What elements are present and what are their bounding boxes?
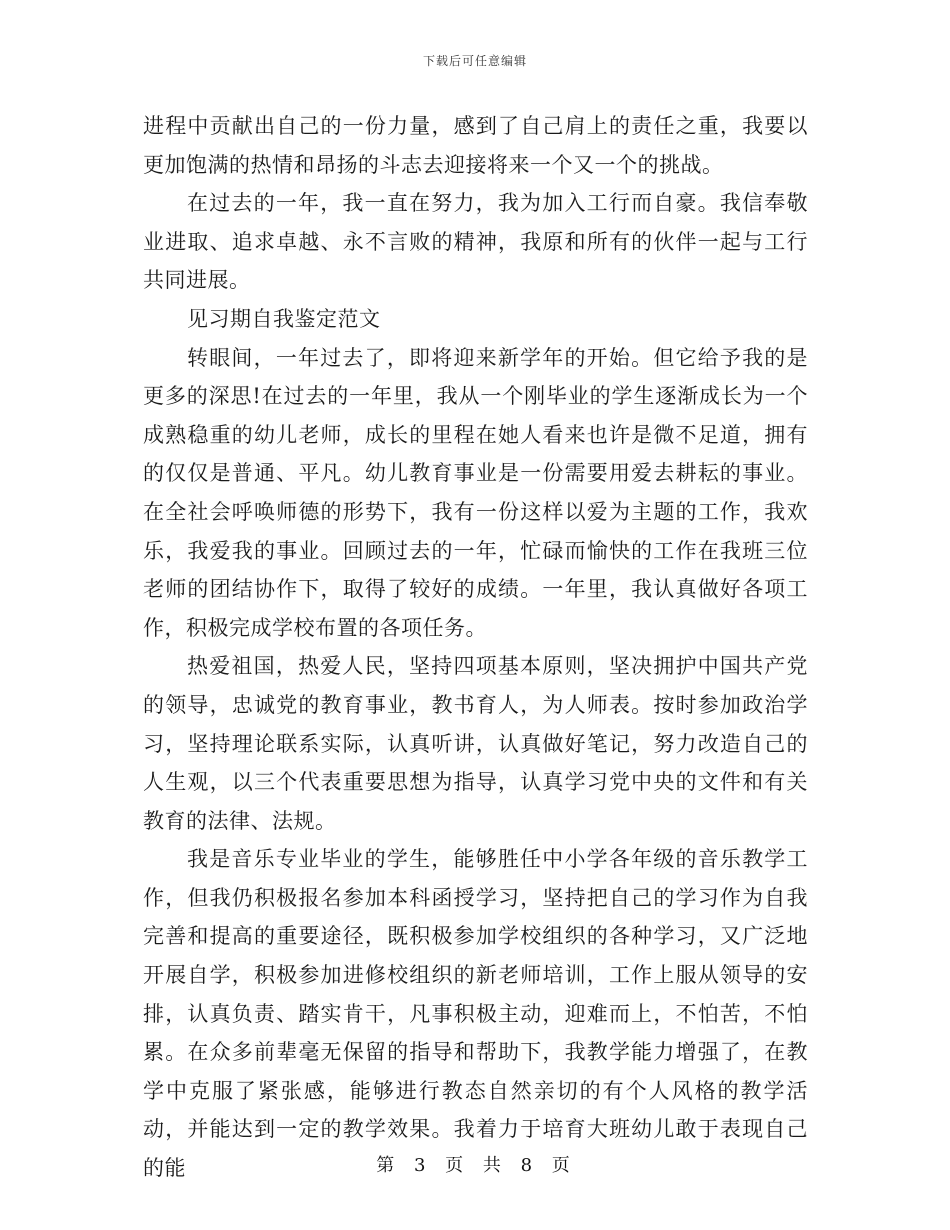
page-number: 第 3 页 共 8 页	[376, 1155, 574, 1176]
paragraph: 在过去的一年，我一直在努力，我为加入工行而自豪。我信奉敬业进取、追求卓越、永不言败的精神，我原和所有的伙伴一起与工行共同进展。	[143, 191, 808, 293]
page-header: 下载后可任意编辑	[422, 54, 527, 68]
document-body	[143, 107, 808, 1188]
section-title: 见习期自我鉴定范文	[187, 306, 381, 331]
paragraph: 热爱祖国，热爱人民，坚持四项基本原则，坚决拥护中国共产党的领导，忠诚党的教育事业，教书育人，为人师表。按时参加政治学习，坚持理论联系实际，认真听讲，认真做好笔记，努力改造自己的人生观，以三个代表重要思想为指导，认真学习党中央的文件和有关教育的法律、法规。	[143, 654, 808, 833]
paragraph-continuation: 进程中贡献出自己的一份力量，感到了自己肩上的责任之重，我要以更加饱满的热情和昂扬的斗志去迎接将来一个又一个的挑战。	[143, 114, 808, 177]
paragraph: 我是音乐专业毕业的学生，能够胜任中小学各年级的音乐教学工作，但我仍积极报名参加本科函授学习，坚持把自己的学习作为自我完善和提高的重要途径，既积极参加学校组织的各种学习，又广泛地开展自学，积极参加进修校组织的新老师培训，工作上服从领导的安排，认真负责、踏实肯干，凡事积极主动，迎难而上，不怕苦，不怕累。在众多前辈毫无保留的指导和帮助下，我教学能力增强了，在教学中克服了紧张感，能够进行教态自然亲切的有个人风格的教学活动，并能达到一定的教学效果。我着力于培育大班幼儿敢于表现自己的能	[143, 847, 808, 1181]
paragraph: 转眼间，一年过去了，即将迎来新学年的开始。但它给予我的是更多的深思!在过去的一年里，我从一个刚毕业的学生逐渐成长为一个成熟稳重的幼儿老师，成长的里程在她人看来也许是微不足道，拥有的仅仅是普通、平凡。幼儿教育事业是一份需要用爱去耕耘的事业。在全社会呼唤师德的形势下，我有一份这样以爱为主题的工作，我欢乐，我爱我的事业。回顾过去的一年，忙碌而愉快的工作在我班三位老师的团结协作下，取得了较好的成绩。一年里，我认真做好各项工作，积极完成学校布置的各项任务。	[143, 345, 808, 640]
